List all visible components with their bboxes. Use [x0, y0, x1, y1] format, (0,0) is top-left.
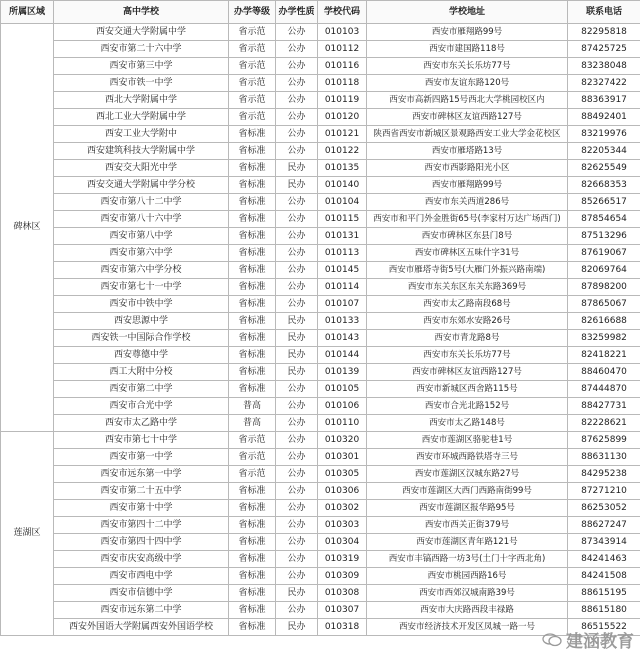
table-row	[1, 534, 640, 551]
school-name-cell: 西安铁一中国际合作学校	[54, 330, 229, 347]
table-row	[1, 347, 640, 364]
type-cell: 民办	[276, 585, 318, 602]
code-cell: 010306	[318, 483, 367, 500]
table-row	[1, 602, 640, 619]
level-cell: 省标准	[229, 194, 276, 211]
type-cell: 公办	[276, 534, 318, 551]
code-cell: 010302	[318, 500, 367, 517]
phone-cell: 87619067	[568, 245, 640, 262]
code-cell: 010145	[318, 262, 367, 279]
level-cell: 省标准	[229, 619, 276, 636]
type-cell: 公办	[276, 415, 318, 432]
school-name-cell: 西北工业大学附属中学	[54, 109, 229, 126]
type-cell: 公办	[276, 551, 318, 568]
address-cell: 西安市西关正街379号	[367, 517, 568, 534]
code-cell: 010307	[318, 602, 367, 619]
school-name-cell: 西安交大阳光中学	[54, 160, 229, 177]
table-row	[1, 109, 640, 126]
school-name-cell: 西安工业大学附中	[54, 126, 229, 143]
level-cell: 省标准	[229, 483, 276, 500]
address-cell: 西安市碑林区友谊西路127号	[367, 364, 568, 381]
level-cell: 省示范	[229, 41, 276, 58]
table-row	[1, 177, 640, 194]
phone-cell: 88631130	[568, 449, 640, 466]
type-cell: 公办	[276, 126, 318, 143]
type-cell: 公办	[276, 449, 318, 466]
address-cell: 西安市雁塔寺街5号(大雁门外振兴路南端)	[367, 262, 568, 279]
type-cell: 公办	[276, 92, 318, 109]
school-name-cell: 西安市合光中学	[54, 398, 229, 415]
code-cell: 010120	[318, 109, 367, 126]
type-cell: 民办	[276, 364, 318, 381]
code-cell: 010103	[318, 24, 367, 41]
code-cell: 010122	[318, 143, 367, 160]
code-cell: 010116	[318, 58, 367, 75]
address-cell: 陕西省西安市新城区景观路西安工业大学金花校区	[367, 126, 568, 143]
phone-cell: 82625549	[568, 160, 640, 177]
phone-cell: 82327422	[568, 75, 640, 92]
address-cell: 西安市莲湖区报华路95号	[367, 500, 568, 517]
address-cell: 西安市建国路118号	[367, 41, 568, 58]
phone-cell: 88615180	[568, 602, 640, 619]
table-row	[1, 500, 640, 517]
level-cell: 省示范	[229, 58, 276, 75]
table-row	[1, 296, 640, 313]
level-cell: 省标准	[229, 228, 276, 245]
type-cell: 公办	[276, 143, 318, 160]
level-cell: 省示范	[229, 432, 276, 449]
code-cell: 010135	[318, 160, 367, 177]
type-cell: 公办	[276, 262, 318, 279]
school-name-cell: 西安市第二中学	[54, 381, 229, 398]
code-cell: 010305	[318, 466, 367, 483]
school-name-cell: 西安市第六中学分校	[54, 262, 229, 279]
code-cell: 010104	[318, 194, 367, 211]
type-cell: 公办	[276, 296, 318, 313]
type-cell: 公办	[276, 466, 318, 483]
code-cell: 010118	[318, 75, 367, 92]
type-cell: 公办	[276, 279, 318, 296]
table-row	[1, 228, 640, 245]
district-cell: 碑林区	[1, 24, 54, 432]
type-cell: 公办	[276, 500, 318, 517]
address-cell: 西安市东关长乐坊77号	[367, 58, 568, 75]
phone-cell: 82668353	[568, 177, 640, 194]
address-cell: 西安市西影路阳光小区	[367, 160, 568, 177]
type-cell: 公办	[276, 568, 318, 585]
type-cell: 公办	[276, 381, 318, 398]
phone-cell: 84295238	[568, 466, 640, 483]
level-cell: 省标准	[229, 568, 276, 585]
table-row	[1, 41, 640, 58]
level-cell: 省标准	[229, 143, 276, 160]
school-name-cell: 西安市第八十六中学	[54, 211, 229, 228]
phone-cell: 85266517	[568, 194, 640, 211]
level-cell: 普高	[229, 398, 276, 415]
phone-cell: 88363917	[568, 92, 640, 109]
table-row	[1, 432, 640, 449]
school-name-cell: 西工大附中分校	[54, 364, 229, 381]
school-name-cell: 西北大学附属中学	[54, 92, 229, 109]
phone-cell: 87625899	[568, 432, 640, 449]
type-cell: 公办	[276, 245, 318, 262]
table-row	[1, 517, 640, 534]
address-cell: 西安市雁翔路99号	[367, 177, 568, 194]
code-cell: 010115	[318, 211, 367, 228]
type-cell: 公办	[276, 228, 318, 245]
code-cell: 010303	[318, 517, 367, 534]
phone-cell: 86253052	[568, 500, 640, 517]
phone-cell: 87444870	[568, 381, 640, 398]
school-name-cell: 西安市第一中学	[54, 449, 229, 466]
code-cell: 010119	[318, 92, 367, 109]
school-name-cell: 西安市铁一中学	[54, 75, 229, 92]
phone-cell: 82205344	[568, 143, 640, 160]
table-row	[1, 160, 640, 177]
level-cell: 省示范	[229, 466, 276, 483]
type-cell: 民办	[276, 177, 318, 194]
type-cell: 公办	[276, 58, 318, 75]
code-cell: 010114	[318, 279, 367, 296]
column-header: 学校地址	[367, 1, 568, 24]
address-cell: 西安市友谊东路120号	[367, 75, 568, 92]
address-cell: 西安市合光北路152号	[367, 398, 568, 415]
level-cell: 省标准	[229, 330, 276, 347]
column-header: 办学等级	[229, 1, 276, 24]
table-row	[1, 364, 640, 381]
address-cell: 西安市碑林区五味什字31号	[367, 245, 568, 262]
code-cell: 010107	[318, 296, 367, 313]
code-cell: 010121	[318, 126, 367, 143]
table-row	[1, 194, 640, 211]
school-name-cell: 西安市太乙路中学	[54, 415, 229, 432]
phone-cell: 84241508	[568, 568, 640, 585]
code-cell: 010106	[318, 398, 367, 415]
code-cell: 010143	[318, 330, 367, 347]
table-row	[1, 466, 640, 483]
type-cell: 民办	[276, 330, 318, 347]
table-row	[1, 126, 640, 143]
phone-cell: 86515522	[568, 619, 640, 636]
phone-cell: 87425725	[568, 41, 640, 58]
code-cell: 010144	[318, 347, 367, 364]
table-row	[1, 75, 640, 92]
type-cell: 民办	[276, 313, 318, 330]
phone-cell: 82616688	[568, 313, 640, 330]
level-cell: 省标准	[229, 551, 276, 568]
school-name-cell: 西安市中铁中学	[54, 296, 229, 313]
phone-cell: 82295818	[568, 24, 640, 41]
phone-cell: 83238048	[568, 58, 640, 75]
phone-cell: 87343914	[568, 534, 640, 551]
phone-cell: 87271210	[568, 483, 640, 500]
level-cell: 省标准	[229, 347, 276, 364]
address-cell: 西安市东关长乐坊77号	[367, 347, 568, 364]
code-cell: 010319	[318, 551, 367, 568]
address-cell: 西安市和平门外金胜街65号(李家村万达广场西门)	[367, 211, 568, 228]
type-cell: 公办	[276, 109, 318, 126]
level-cell: 省标准	[229, 262, 276, 279]
address-cell: 西安市雁翔路99号	[367, 24, 568, 41]
level-cell: 普高	[229, 415, 276, 432]
table-row	[1, 483, 640, 500]
code-cell: 010301	[318, 449, 367, 466]
address-cell: 西安市新城区西舍路115号	[367, 381, 568, 398]
address-cell: 西安市碑林区东县门8号	[367, 228, 568, 245]
code-cell: 010304	[318, 534, 367, 551]
school-name-cell: 西安市远东第一中学	[54, 466, 229, 483]
level-cell: 省标准	[229, 279, 276, 296]
school-name-cell: 西安市西电中学	[54, 568, 229, 585]
phone-cell: 88615195	[568, 585, 640, 602]
column-header: 所属区域	[1, 1, 54, 24]
table-body	[1, 24, 640, 636]
phone-cell: 88460470	[568, 364, 640, 381]
table-row	[1, 58, 640, 75]
phone-cell: 87854654	[568, 211, 640, 228]
address-cell: 西安市桃园西路16号	[367, 568, 568, 585]
table-row	[1, 211, 640, 228]
code-cell: 010133	[318, 313, 367, 330]
level-cell: 省标准	[229, 534, 276, 551]
school-name-cell: 西安市第七十中学	[54, 432, 229, 449]
type-cell: 公办	[276, 398, 318, 415]
level-cell: 省示范	[229, 109, 276, 126]
phone-cell: 83219976	[568, 126, 640, 143]
address-cell: 西安市莲湖区大西门西路南街99号	[367, 483, 568, 500]
watermark-text: 建涵教育	[566, 632, 634, 652]
level-cell: 省标准	[229, 211, 276, 228]
phone-cell: 88627247	[568, 517, 640, 534]
school-name-cell: 西安建筑科技大学附属中学	[54, 143, 229, 160]
column-header: 高中学校	[54, 1, 229, 24]
code-cell: 010131	[318, 228, 367, 245]
table-header-row	[1, 1, 640, 24]
address-cell: 西安市太乙路148号	[367, 415, 568, 432]
table-row	[1, 415, 640, 432]
phone-cell: 82228621	[568, 415, 640, 432]
school-name-cell: 西安市庆安高级中学	[54, 551, 229, 568]
address-cell: 西安市东郊水安路26号	[367, 313, 568, 330]
type-cell: 民办	[276, 619, 318, 636]
address-cell: 西安市大庆路西段丰禄路	[367, 602, 568, 619]
address-cell: 西安市环城西路铁塔寺三号	[367, 449, 568, 466]
table-row	[1, 381, 640, 398]
school-name-cell: 西安交通大学附属中学	[54, 24, 229, 41]
table-row	[1, 568, 640, 585]
table-row	[1, 92, 640, 109]
address-cell: 西安市碑林区友谊西路127号	[367, 109, 568, 126]
school-name-cell: 西安市信德中学	[54, 585, 229, 602]
address-cell: 西安市莲湖区青年路121号	[367, 534, 568, 551]
address-cell: 西安市东关西道286号	[367, 194, 568, 211]
type-cell: 公办	[276, 24, 318, 41]
address-cell: 西安市雁塔路13号	[367, 143, 568, 160]
code-cell: 010139	[318, 364, 367, 381]
table-row	[1, 313, 640, 330]
type-cell: 公办	[276, 75, 318, 92]
column-header: 办学性质	[276, 1, 318, 24]
level-cell: 省标准	[229, 245, 276, 262]
address-cell: 西安市高新四路15号西北大学桃园校区内	[367, 92, 568, 109]
phone-cell: 88427731	[568, 398, 640, 415]
level-cell: 省标准	[229, 364, 276, 381]
column-header: 联系电话	[568, 1, 640, 24]
school-name-cell: 西安市第二十五中学	[54, 483, 229, 500]
school-name-cell: 西安市第三中学	[54, 58, 229, 75]
level-cell: 省示范	[229, 24, 276, 41]
level-cell: 省标准	[229, 381, 276, 398]
school-name-cell: 西安外国语大学附属西安外国语学校	[54, 619, 229, 636]
school-name-cell: 西安市第二十六中学	[54, 41, 229, 58]
code-cell: 010308	[318, 585, 367, 602]
code-cell: 010105	[318, 381, 367, 398]
column-header: 学校代码	[318, 1, 367, 24]
phone-cell: 83259982	[568, 330, 640, 347]
type-cell: 公办	[276, 211, 318, 228]
school-name-cell: 西安思源中学	[54, 313, 229, 330]
type-cell: 公办	[276, 483, 318, 500]
table-row	[1, 449, 640, 466]
table-row	[1, 330, 640, 347]
table-row	[1, 551, 640, 568]
address-cell: 西安市莲湖区骆驼巷1号	[367, 432, 568, 449]
school-name-cell: 西安市远东第二中学	[54, 602, 229, 619]
table-row	[1, 279, 640, 296]
type-cell: 公办	[276, 432, 318, 449]
school-name-cell: 西安市第十中学	[54, 500, 229, 517]
address-cell: 西安市青龙路8号	[367, 330, 568, 347]
type-cell: 民办	[276, 160, 318, 177]
address-cell: 西安市丰镐西路一坊3号(土门十字西北角)	[367, 551, 568, 568]
level-cell: 省标准	[229, 126, 276, 143]
school-name-cell: 西安市第六中学	[54, 245, 229, 262]
table-row	[1, 24, 640, 41]
type-cell: 公办	[276, 517, 318, 534]
table-row	[1, 245, 640, 262]
type-cell: 公办	[276, 602, 318, 619]
type-cell: 民办	[276, 347, 318, 364]
phone-cell: 88492401	[568, 109, 640, 126]
table-row	[1, 619, 640, 636]
school-name-cell: 西安交通大学附属中学分校	[54, 177, 229, 194]
school-name-cell: 西安市第八中学	[54, 228, 229, 245]
level-cell: 省标准	[229, 500, 276, 517]
school-name-cell: 西安市第四十二中学	[54, 517, 229, 534]
code-cell: 010110	[318, 415, 367, 432]
school-name-cell: 西安尊德中学	[54, 347, 229, 364]
phone-cell: 84241463	[568, 551, 640, 568]
phone-cell: 82069764	[568, 262, 640, 279]
address-cell: 西安市太乙路南段68号	[367, 296, 568, 313]
code-cell: 010309	[318, 568, 367, 585]
address-cell: 西安市莲湖区汉城东路27号	[367, 466, 568, 483]
level-cell: 省示范	[229, 92, 276, 109]
table-row	[1, 398, 640, 415]
table-row	[1, 262, 640, 279]
phone-cell: 87865067	[568, 296, 640, 313]
school-name-cell: 西安市第八十二中学	[54, 194, 229, 211]
school-name-cell: 西安市第四十四中学	[54, 534, 229, 551]
phone-cell: 87513296	[568, 228, 640, 245]
level-cell: 省标准	[229, 585, 276, 602]
level-cell: 省标准	[229, 177, 276, 194]
level-cell: 省标准	[229, 296, 276, 313]
phone-cell: 82418221	[568, 347, 640, 364]
table-row	[1, 143, 640, 160]
address-cell: 西安市东关东区东关东路369号	[367, 279, 568, 296]
level-cell: 省标准	[229, 517, 276, 534]
code-cell: 010140	[318, 177, 367, 194]
level-cell: 省标准	[229, 160, 276, 177]
type-cell: 公办	[276, 41, 318, 58]
school-name-cell: 西安市第七十一中学	[54, 279, 229, 296]
level-cell: 省示范	[229, 75, 276, 92]
address-cell: 西安市西郊汉城南路39号	[367, 585, 568, 602]
level-cell: 省标准	[229, 602, 276, 619]
phone-cell: 87898200	[568, 279, 640, 296]
level-cell: 省示范	[229, 449, 276, 466]
code-cell: 010320	[318, 432, 367, 449]
code-cell: 010113	[318, 245, 367, 262]
type-cell: 公办	[276, 194, 318, 211]
table-row	[1, 585, 640, 602]
level-cell: 省标准	[229, 313, 276, 330]
code-cell: 010112	[318, 41, 367, 58]
address-cell: 西安市经济技术开发区凤城一路一号	[367, 619, 568, 636]
district-cell: 莲湖区	[1, 432, 54, 636]
code-cell: 010318	[318, 619, 367, 636]
